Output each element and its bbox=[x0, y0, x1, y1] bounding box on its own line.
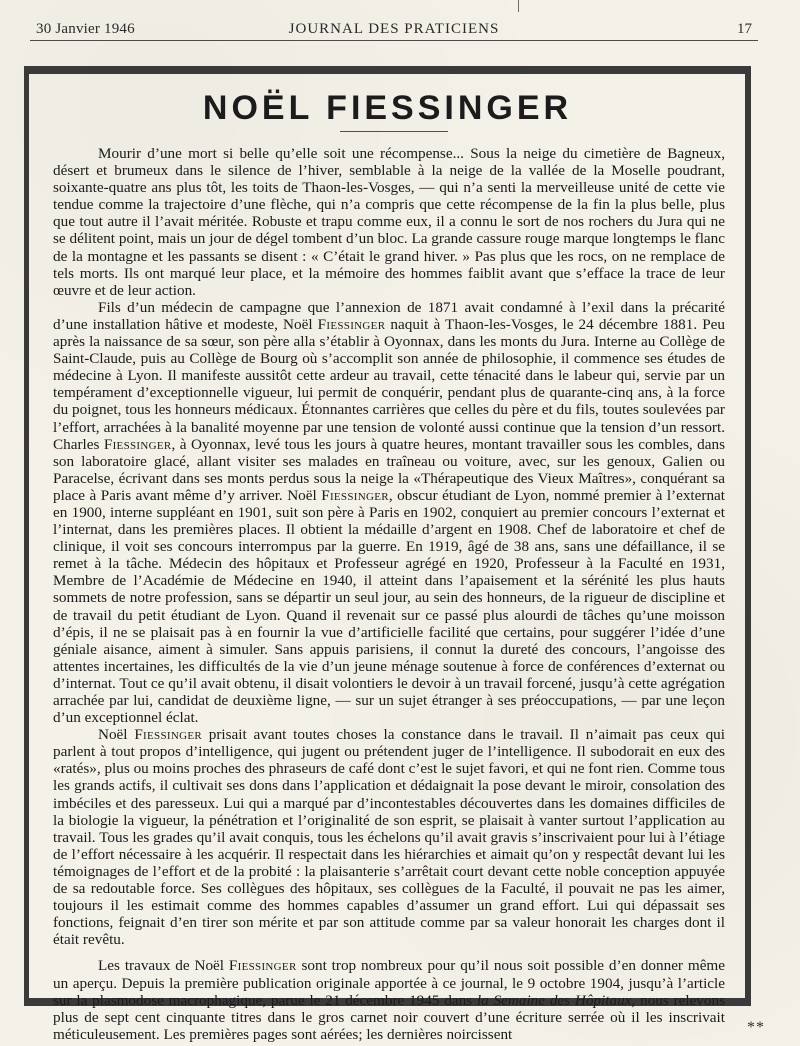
issue-date: 30 Janvier 1946 bbox=[36, 21, 135, 37]
article-paragraph bbox=[53, 145, 725, 299]
surname-smallcaps: Fiessinger bbox=[228, 957, 297, 975]
surname-smallcaps: Fiessinger bbox=[317, 315, 386, 333]
paragraph-text: , obscur étudiant de Lyon, nommé premier à l’externat en 1900, interne suppléant en 1901, suit son père à Paris en 1902, conquiert au premier concours l’externat et l’internat, dans les premières places. Il obtient la médaille d’argent en 1908. Chef de laboratoire et chef de clinique, il voit ses concours interrompus par la guerre. En 1919, âgé de 38 ans, sans une défaillance, il se remet à la tâche. Médecin des hôpitaux et Professeur agrégé en 1920, Professeur à la Faculté en 1931, Membre de l’Académie de Médecine en 1940, il atteint dans l’apaisement et la sérénité les plus hauts sommets de notre profession, sans se départir un seul jour, au sein des honneurs, de la rigueur de discipline et de travail du petit étudiant de Lyon. Quand il revenait sur ce passé plus alourdi de tâches qu’une moisson d’épis, il ne se plaisait pas à en fournir la vue d’artificielle facilité que certains, pour suggérer l’idée d’une géniale aisance, aiment à simuler. Sans appuis parisiens, il connut la dureté des concours, l’angoisse des attentes incertaines, les difficultés de la vie d’un jeune ménage soutenue à force de conférences d’externat ou d’internat. Tout ce qu’il avait obtenu, il disait volontiers le devoir à un travail forcené, jusqu’à cette agrégation arrachée par lui, candidat de deuxième ligne, — sur un sujet étranger à ses préoccupations, — par une leçon d’un exceptionnel éclat. bbox=[53, 486, 725, 727]
paragraph-text: prisait avant toutes choses la constance dans le travail. Il n’aimait pas ceux qui parlent à tout propos d’intelligence, qui jugent ou prétendent juger de l’intelligence. Il subodorait en eux des «ratés», plus ou moins proches des phraseurs de café dont c’est le sujet favori, et qui ne font rien. Comme tous les grands actifs, il cultivait ses dons dans l’application et dédaignait la pose devant le miroir, consolation des imbéciles et des paresseux. Lui qui a marqué par d’incontestables découvertes dans les domaines difficiles de la biologie la vigueur, la pénétration et l’originalité de son esprit, se plaisait à vanter surtout l’application au travail. Tous les grades qu’il avait conquis, tous les échelons qu’il avait gravis s’inscrivaient pour lui à l’étiage de l’effort nécessaire à les acquérir. Il respectait dans les hiérarchies et aimait qu’on y respectât devant lui les témoignages de l’effort et de la probité : la plaisanterie s’arrêtait court devant cette noble conception appuyée de sa redoutable force. Ses collègues des hôpitaux, ses collègues de la Faculté, il pouvait ne pas les aimer, toujours il les estimait comme des hommes capables d’assumer un grand effort. Lui qui dépassait ses fonctions, feignait d’en tirer son mérite et par son attitude comme par sa valeur honorait les charges dont il était revêtu. bbox=[53, 726, 725, 949]
paragraph-text: , à Oyonnax, levé tous les jours à quatre heures, montant travailler sous les combles, dans son laboratoire glacé, allant visiter ses malades en traîneau ou voiture, avec, sur les genoux, Galien ou Paracelse, écrivant dans ses monts perdus sous la neige la «Thérapeutique des Vieux Maîtres», conquérant sa place à Paris avant même d’y arriver. Noël bbox=[53, 435, 725, 504]
surname-smallcaps: Fiessinger bbox=[321, 486, 389, 504]
article-title: NOËL FIESSINGER bbox=[202, 89, 573, 127]
scan-mark bbox=[518, 0, 519, 12]
page-number: 17 bbox=[737, 21, 752, 37]
journal-reference: la Semaine des Hôpitaux bbox=[476, 991, 632, 1009]
page-header bbox=[36, 18, 752, 40]
article-paragraph bbox=[53, 726, 725, 948]
paragraph-text: Mourir d’une mort si belle qu’elle soit une récompense... Sous la neige du cimetière de Bagneux, désert et brumeux dans le silence de l’hiver, semblable à la neige de la vallée de la Moselle poudrant, soixante-quatre ans plus tôt, les toits de Thaon-les-Vosges, — qui n’a senti la merveilleuse unité de cette vie tendue comme la trajectoire d’une flèche, qui n’a compris que cette récompense de la fin la plus belle, plus que tout autre il l’avait méritée. Robuste et trapu comme eux, il a connu le sort de nos rochers du Jura qui ne se délitent point, mais un jour de dégel tombent d’un bloc. La grande cassure rouge marque longtemps le flanc de la montagne et les passants se disent : « C’était le grand hiver. » Pas plus que les rocs, on ne remplace de tels morts. Ils ont marqué leur place, et la mémoire des hommes faiblit avant que s’efface la trace de leur œuvre et de leur action. bbox=[53, 145, 725, 299]
header-divider bbox=[30, 40, 758, 41]
paragraph-text: Fils d’un médecin de campagne que l’annexion de 1871 avait condamné à l’exil dans la précarité d’une installation hâtive et modeste, Noël bbox=[53, 298, 725, 333]
paragraph-text: , nous relevons plus de sept cent cinquante titres dans le gros carnet noir couvert d’une écriture serrée où il les inscrivait méticuleusement. Les premières pages sont aérées; les dernières noircissent bbox=[53, 991, 725, 1043]
paragraph-text: Les travaux de Noël bbox=[98, 957, 229, 975]
paragraph-text: naquit à Thaon-les-Vosges, le 24 décembre 1881. Peu après la naissance de sa sœur, son père alla s’établir à Oyonnax, dans les monts du Jura. Interne au Collège de Saint-Claude, puis au Collège de Bourg où s’accomplit son année de philosophie, il commence ses études de médecine à Lyon. Il manifeste aussitôt cette ardeur au travail, cette ténacité dans le labeur qui, servie par un tempérament d’exceptionnelle vigueur, lui permit de conquérir, pendant plus de quarante-cinq ans, à la force du poignet, tous les honneurs médicaux. Étonnantes carrières que celles du père et du fils, toutes soulevées par l’effort, arrachées à la banalité moyenne par une tension de volonté aussi continue que la tension d’un ressort. Charles bbox=[53, 315, 725, 453]
paragraph-text: sont trop nombreux pour qu’il nous soit possible d’en donner même un aperçu. Depuis la première publication originale apportée à ce journal, le 9 octobre 1904, jusqu’à l’article sur la plasmodose macrophagique, parue le 21 décembre 1945 dans bbox=[53, 957, 725, 1009]
article-paragraph bbox=[53, 299, 725, 726]
title-divider bbox=[340, 131, 448, 132]
paragraph-text: Noël bbox=[98, 726, 135, 744]
continuation-mark: ** bbox=[747, 1019, 765, 1036]
journal-title: JOURNAL DES PRATICIENS bbox=[288, 21, 500, 37]
article-body bbox=[53, 145, 725, 1043]
surname-smallcaps: Fiessinger bbox=[103, 435, 172, 453]
article-paragraph bbox=[53, 957, 725, 1042]
surname-smallcaps: Fiessinger bbox=[134, 726, 202, 744]
